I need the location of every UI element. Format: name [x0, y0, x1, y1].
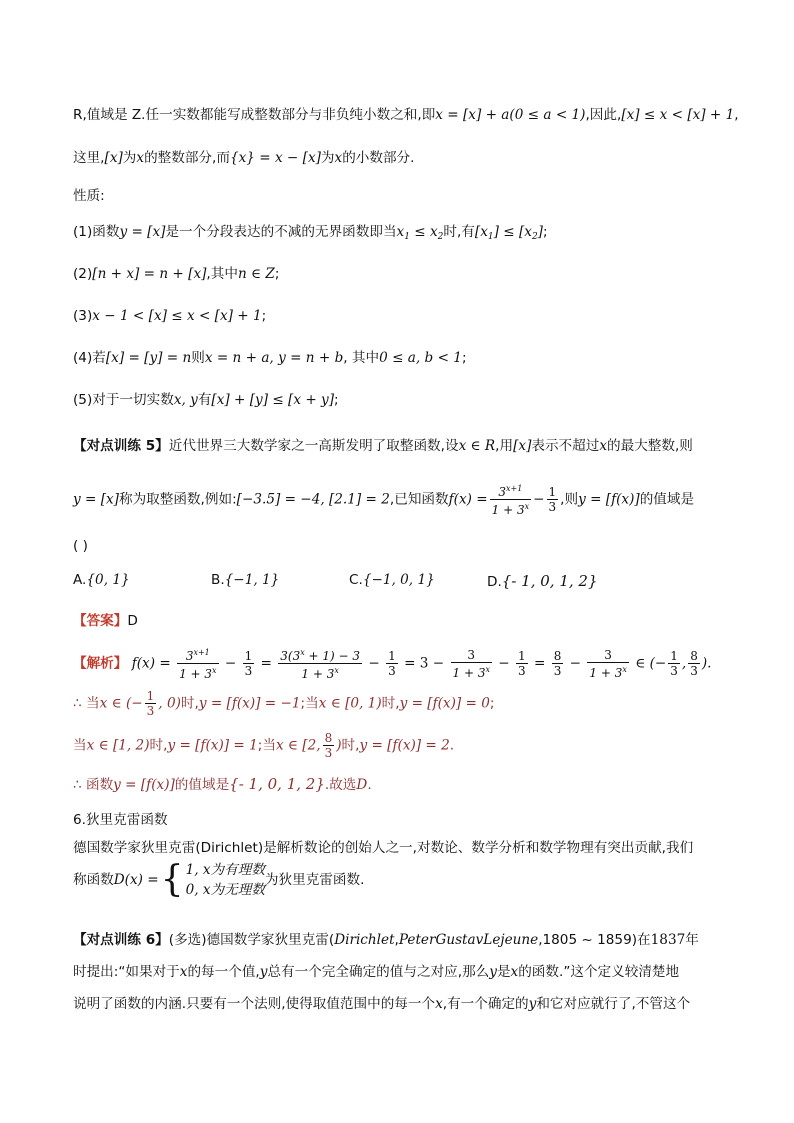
- answer-blank: ( ): [73, 538, 88, 554]
- section-6-paragraph-line-1: 德国数学家狄里克雷(Dirichlet)是解析数论的创始人之一,对数论、数学分析和数学物理有突出贡献,我们: [73, 840, 694, 856]
- answer-tag: 【答案】: [73, 613, 128, 629]
- fraction: $\frac{8}{3}$: [553, 649, 562, 678]
- property-2: (2)[n + x] = n + [x],其中n ∈ Z;: [73, 266, 280, 282]
- piecewise-cases: 1, x为有理数 0, x为无理数: [185, 862, 265, 898]
- option-c: C.{−1, 0, 1}: [349, 572, 435, 588]
- fraction: $\frac{3(3^x + 1) - 3}{1 + 3^x}$: [280, 648, 361, 681]
- paragraph-value-range: R,值域是 Z.任一实数都能写成整数部分与非负纯小数之和,即x = [x] + a(0 ≤ a < 1),因此,[x] ≤ x < [x] + 1,: [73, 107, 739, 123]
- paragraph-integer-part: 这里,[x]为x的整数部分,而{x} = x − [x]为x的小数部分.: [73, 150, 415, 166]
- solution-conclusion: ∴ 函数y = [f(x)]的值域是{- 1, 0, 1, 2}.故选D.: [73, 775, 372, 793]
- fraction: $\frac{3}{1 + 3^x}$: [452, 647, 490, 680]
- property-1: (1)函数y = [x]是一个分段表达的不减的无界函数即当$x_1 \le x_2$时,有$[x_1] \le [x_2]$;: [73, 224, 548, 242]
- section-6-paragraph-line-2: 称函数D(x) ={ 1, x为有理数 0, x为无理数 为狄里克雷函数.: [73, 859, 365, 900]
- fraction: $\frac{3^{x+1}}{1 + 3^x}$: [491, 484, 530, 517]
- properties-heading: 性质:: [73, 188, 105, 204]
- fraction: $\frac{1}{3}$: [146, 689, 155, 718]
- option-a: A.{0, 1}: [73, 572, 130, 588]
- exercise-6-line-3: 说明了函数的内涵.只要有一个法则,使得取值范围中的每一个x,有一个确定的y和它对应就行了,不管这个: [73, 996, 691, 1012]
- solution-line-b: 当x ∈ [1, 2)时,y = [f(x)] = 1;当x ∈ [2, $\frac{8}{3}$ )时,y = [f(x)] = 2.: [73, 731, 455, 760]
- option-b: B.{−1, 1}: [211, 572, 280, 588]
- fraction: $\frac{1}{3}$: [388, 649, 396, 678]
- answer-line: [73, 611, 138, 631]
- option-d: D.{- 1, 0, 1, 2}: [487, 572, 598, 590]
- analysis-tag: 【解析】: [73, 655, 128, 672]
- fraction: $\frac{3}{1 + 3^x}$: [589, 647, 627, 680]
- property-4: (4)若[x] = [y] = n则x = n + a, y = n + b, 其中0 ≤ a, b < 1;: [73, 350, 467, 366]
- answer-value: D: [127, 613, 138, 629]
- solution-line-a: ∴ 当x ∈ (− $\frac{1}{3}$ , 0)时,y = [f(x)] = −1;当x ∈ [0, 1)时,y = [f(x)] = 0;: [73, 689, 495, 718]
- left-brace: {: [160, 859, 184, 900]
- fraction: $\frac{3^{x+1}}{1 + 3^x}$: [179, 648, 217, 681]
- exercise-5-tag: 【对点训练 5】: [73, 438, 169, 454]
- property-3: (3)x − 1 < [x] ≤ x < [x] + 1;: [73, 308, 267, 324]
- exercise-5-line-1: 【对点训练 5】近代世界三大数学家之一高斯发明了取整函数,设x ∈ R,用[x]表示不超过x的最大整数,则: [73, 438, 693, 454]
- fraction: $\frac{1}{3}$: [548, 485, 557, 514]
- exercise-6-line-1: 【对点训练 6】(多选)德国数学家狄里克雷(Dirichlet,PeterGustavLejeune,1805 ~ 1859)在1837年: [73, 932, 699, 948]
- exercise-6-line-2: 时提出:“如果对于x的每一个值,y总有一个完全确定的值与之对应,那么y是x的函数.”这个定义较清楚地: [73, 964, 680, 980]
- fraction: $\frac{1}{3}$: [670, 649, 678, 678]
- fraction: $\frac{8}{3}$: [324, 731, 333, 760]
- exercise-5-line-2: y = [x]称为取整函数,例如:[−3.5] = −4, [2.1] = 2,已知函数f(x) = $\frac{3^{x+1}}{1 + 3^x}$ − $\frac{1}{3}$ ,则y = [f(x)]的值域是: [73, 484, 695, 517]
- exercise-6-tag: 【对点训练 6】: [73, 932, 169, 948]
- section-6-title: 6.狄里克雷函数: [73, 812, 168, 828]
- fraction: $\frac{1}{3}$: [518, 649, 526, 678]
- analysis-line: 【解析】 f(x) = $\frac{3^{x+1}}{1 + 3^x}$ − $\frac{1}{3}$ = $\frac{3(3^x + 1) - 3}{1 + 3^x}$ − $\frac{1}{3}$ = 3 − $\frac{3}{1 + 3^x}$ − $\frac{1}{3}$ = $\frac{8}{3}$ − $\frac{3}{1 + 3^x}$ ∈ (− $\frac{1}{3}$ , $\frac{8}{3}$ ).: [73, 647, 712, 681]
- fraction: $\frac{8}{3}$: [690, 649, 698, 678]
- property-5: (5)对于一切实数x, y有[x] + [y] ≤ [x + y];: [73, 392, 339, 408]
- fraction: $\frac{1}{3}$: [244, 649, 253, 678]
